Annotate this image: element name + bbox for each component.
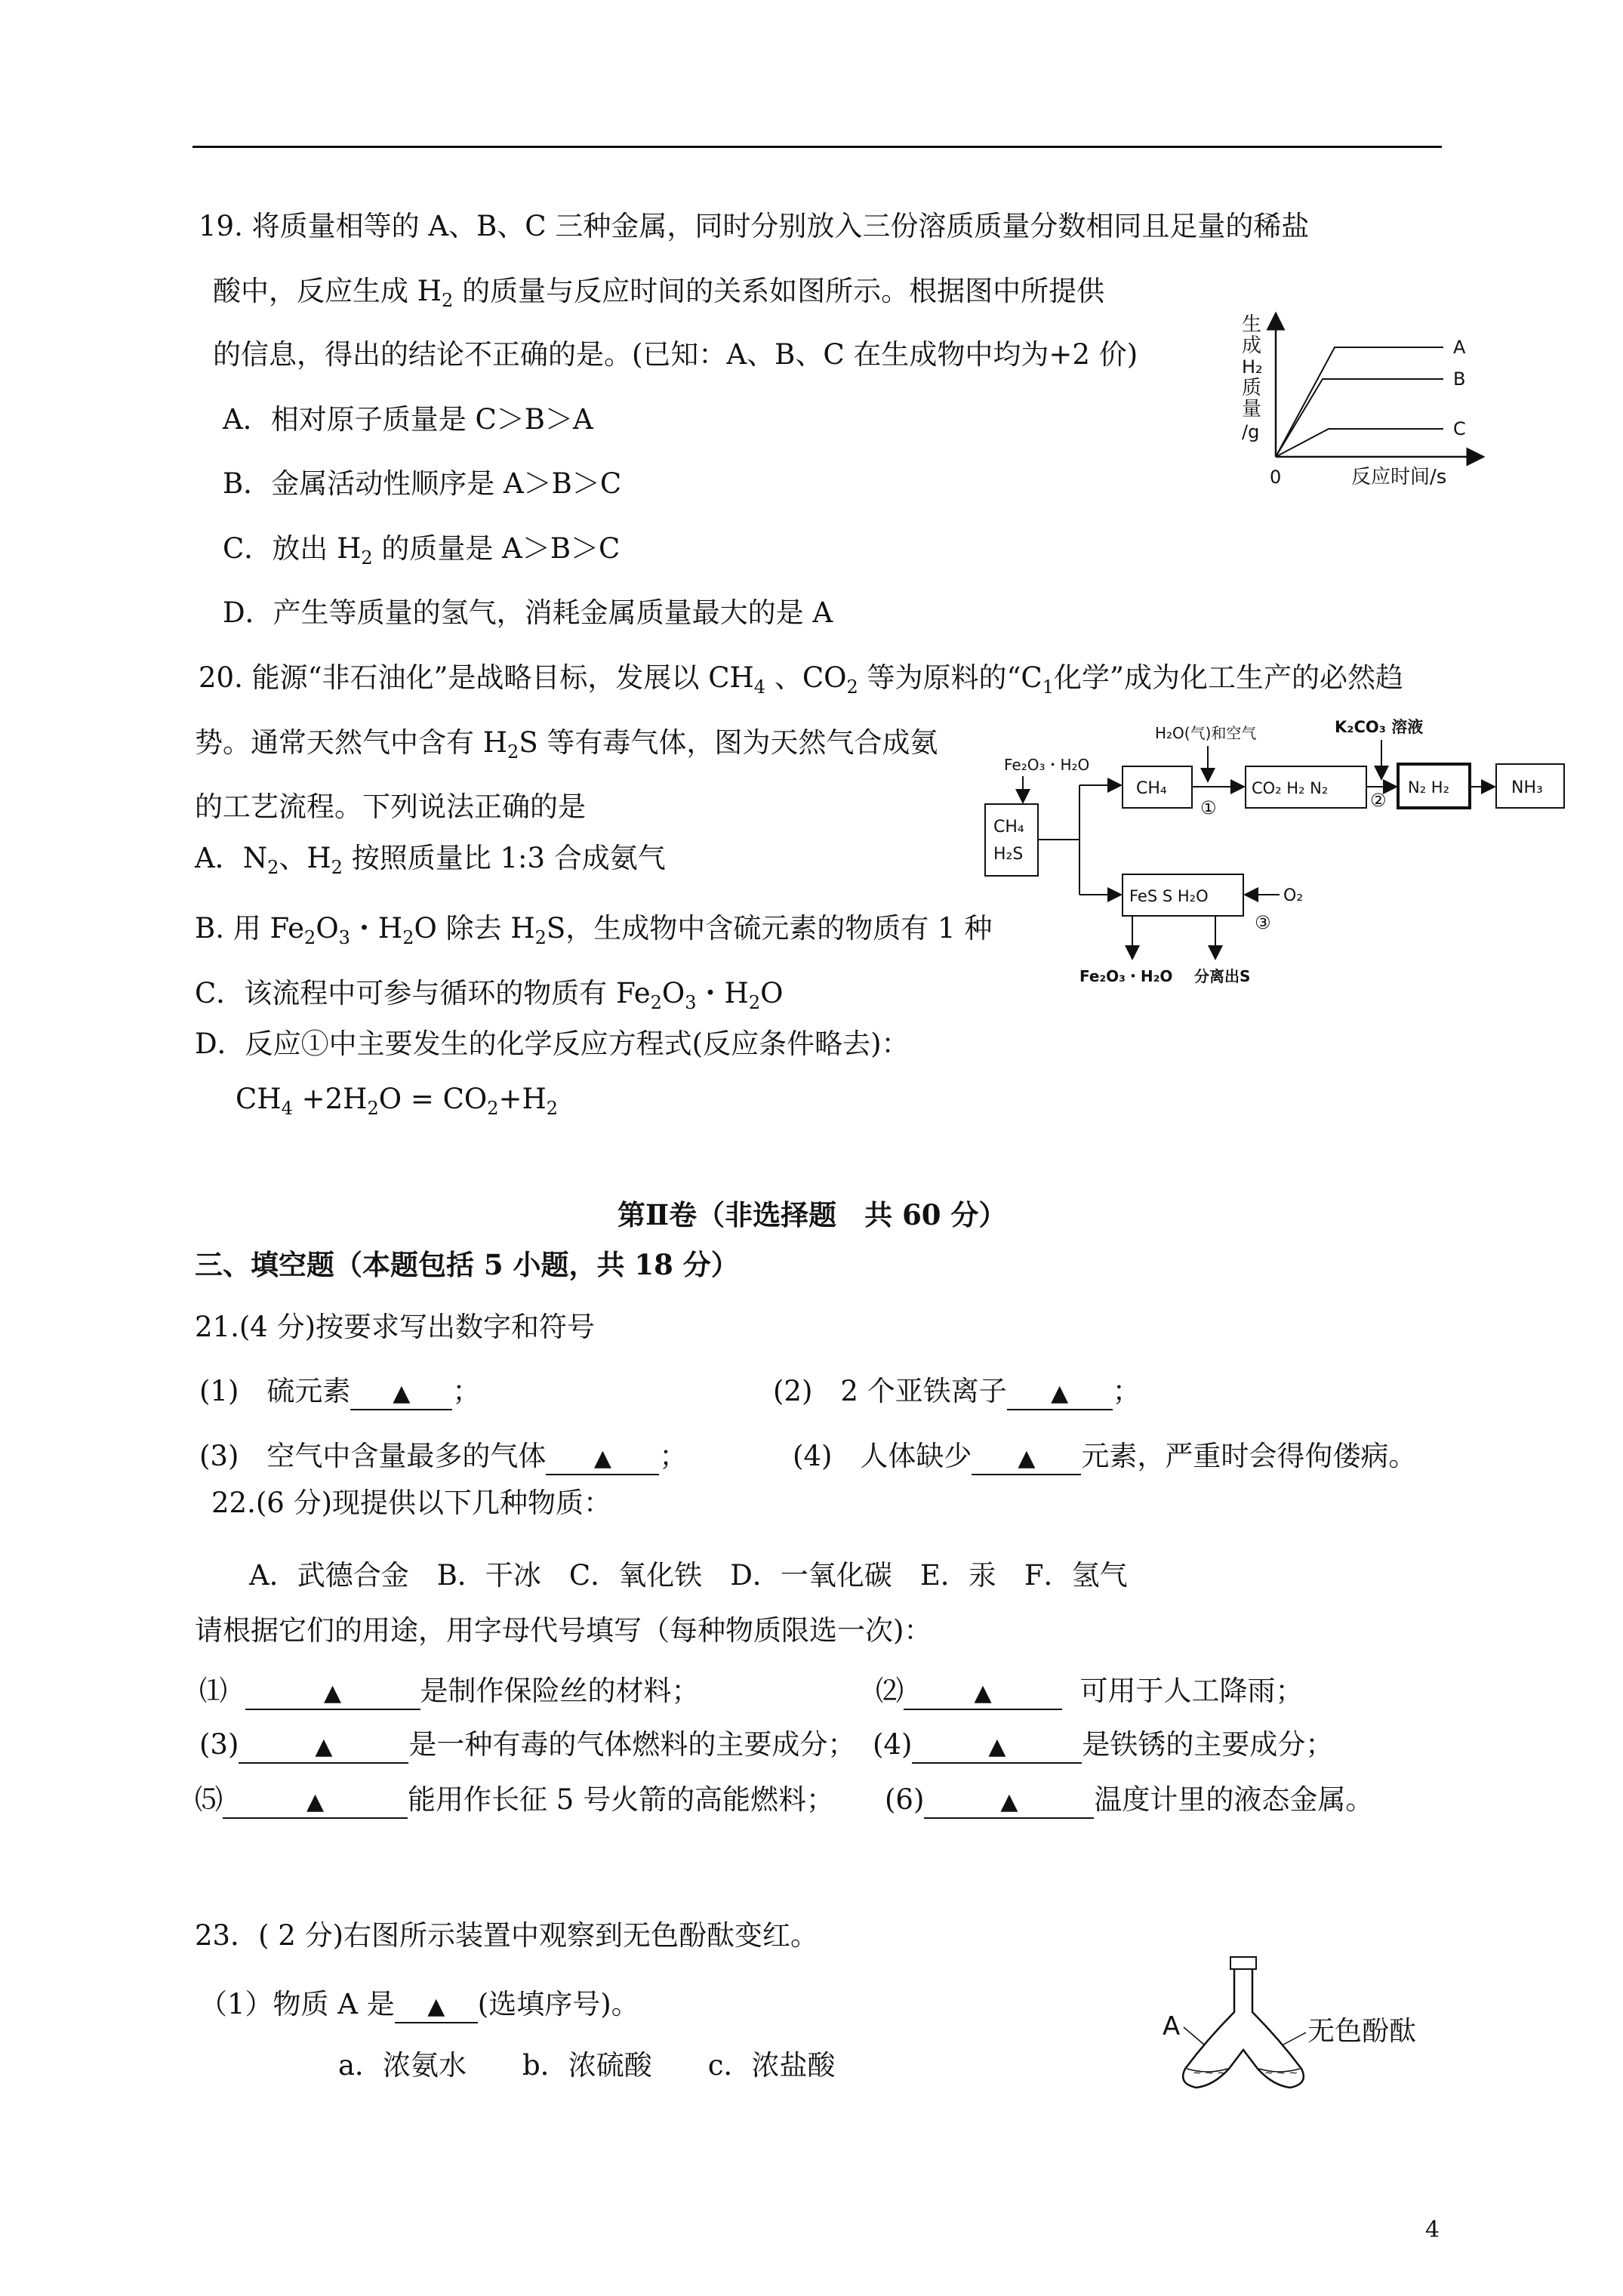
part3-heading: 三、填空题（本题包括 5 小题，共 18 分） <box>195 1248 739 1281</box>
answer-blank[interactable]: ▲ <box>239 1730 408 1764</box>
answer-blank[interactable]: ▲ <box>904 1676 1062 1710</box>
flow-ch4-label: CH₄ <box>1136 779 1167 798</box>
svg-text:~ ~ ~: ~ ~ ~ <box>1264 2067 1298 2079</box>
graph-line-c <box>1276 429 1443 457</box>
answer-blank[interactable]: ▲ <box>546 1441 659 1475</box>
svg-text:~ ~ ~: ~ ~ ~ <box>1193 2067 1227 2079</box>
q20-line2: 势。通常天然气中含有 $H_2S$ 等有毒气体，图为天然气合成氨 <box>195 726 938 763</box>
apparatus-stopper <box>1230 1957 1256 1969</box>
q19-line2: 酸中，反应生成 $H_2$ 的质量与反应时间的关系如图所示。根据图中所提供 <box>213 275 1105 311</box>
q20-line1: 20. 能源“非石油化”是战略目标，发展以 $CH_4$ 、$CO_2$ 等为原料的“$C_1$化学”成为化工生产的必然趋 <box>199 661 1403 698</box>
graph-label-b: B <box>1453 368 1466 390</box>
q19-option-b: B．金属活动性顺序是 A＞B＞C <box>223 467 622 500</box>
q21-item-1: (1) 硫元素 ▲ ； <box>199 1373 480 1410</box>
q21-item-3: (3) 空气中含量最多的气体 ▲ ； <box>199 1438 687 1475</box>
flow-o2-label: O₂ <box>1283 886 1304 905</box>
q23-apparatus <box>1163 1955 1442 2099</box>
q23-item-1: （1）物质 A 是 ▲ (选填序号)。 <box>199 1986 639 2023</box>
q19-line1: 19. 将质量相等的 A、B、C 三种金属，同时分别放入三份溶质质量分数相同且足量的稀盐 <box>199 210 1310 242</box>
q22-item-4: (4) ▲ 是铁锈的主要成分； <box>873 1727 1333 1764</box>
flow-co2-label: CO₂ H₂ N₂ <box>1252 779 1329 797</box>
q19-line3: 的信息，得出的结论不正确的是。(已知：A、B、C 在生成物中均为+2 价) <box>213 338 1138 371</box>
q22-stem: 22.(6 分)现提供以下几种物质： <box>211 1487 612 1519</box>
q22-item-1: ⑴ ▲ 是制作保险丝的材料； <box>199 1673 700 1710</box>
q20-equation: $CH_4 +2H_2O = CO_2+H_2$ <box>236 1083 559 1119</box>
flow-out-sulfur: 分离出S <box>1194 967 1251 985</box>
q20-option-d: D．反应①中主要发生的化学反应方程式(反应条件略去)： <box>195 1028 910 1060</box>
q19-option-d: D．产生等质量的氢气，消耗金属质量最大的是 A <box>223 596 833 629</box>
q20-option-c: C．该流程中可参与循环的物质有 $Fe_2O_3$・$H_2O$ <box>195 977 784 1013</box>
graph-ylabel-5: 量 <box>1242 398 1262 421</box>
q21-stem: 21.(4 分)按要求写出数字和符号 <box>195 1311 596 1343</box>
q23-stem: 23．( 2 分)右图所示装置中观察到无色酚酞变红。 <box>195 1919 819 1952</box>
q19-option-c: C．放出 $H_2$ 的质量是 A＞B＞C <box>223 532 621 569</box>
answer-blank[interactable]: ▲ <box>912 1730 1082 1764</box>
apparatus-label-phenolphthalein: 无色酚酞 <box>1307 2016 1417 2047</box>
q21-item-2: (2) 2 个亚铁离子 ▲ ； <box>773 1373 1141 1410</box>
graph-origin: 0 <box>1270 467 1282 488</box>
flow-reagent-fe2o3: Fe₂O₃・H₂O <box>1004 756 1090 774</box>
answer-blank[interactable]: ▲ <box>245 1676 420 1710</box>
q23-choices: a．浓氨水 b．浓硫酸 c．浓盐酸 <box>338 2049 836 2082</box>
graph-ylabel-3: H₂ <box>1242 356 1263 378</box>
flow-k2co3-label: K₂CO₃ 溶液 <box>1335 718 1424 736</box>
flow-box-feed <box>985 804 1038 876</box>
flow-feed-h2s: H₂S <box>993 845 1024 864</box>
q20-option-b: B. 用 $Fe_2O_3$・$H_2O$ 除去 $H_2S$，生成物中含硫元素的物质有 1 种 <box>195 912 993 948</box>
answer-blank[interactable]: ▲ <box>395 1989 478 2023</box>
flow-fes-label: FeS S H₂O <box>1129 887 1209 905</box>
q20-line3: 的工艺流程。下列说法正确的是 <box>195 791 586 823</box>
q22-item-6: (6) ▲ 温度计里的液态金属。 <box>885 1782 1373 1819</box>
answer-blank[interactable]: ▲ <box>1007 1376 1113 1410</box>
header-rule <box>192 146 1442 148</box>
apparatus-label-a: A <box>1163 2011 1181 2042</box>
flow-n2h2-label: N₂ H₂ <box>1408 778 1450 797</box>
graph-ylabel-6: /g <box>1242 421 1260 442</box>
q22-choices: A．武德合金 B．干冰 C．氧化铁 D．一氧化碳 E．汞 F．氢气 <box>249 1559 1128 1592</box>
answer-blank[interactable]: ▲ <box>972 1441 1081 1475</box>
q22-item-2: ⑵ ▲ 可用于人工降雨； <box>876 1673 1304 1710</box>
graph-xlabel: 反应时间/s <box>1351 466 1447 488</box>
flow-nh3-label: NH₃ <box>1511 778 1543 797</box>
q19-graph <box>1238 302 1487 498</box>
q22-instruction: 请根据它们的用途，用字母代号填写（每种物质限选一次)： <box>195 1614 932 1647</box>
answer-blank[interactable]: ▲ <box>924 1785 1094 1819</box>
flow-step-2: ② <box>1370 790 1387 811</box>
q21-item-4: (4) 人体缺少 ▲ 元素，严重时会得佝偻病。 <box>793 1438 1416 1475</box>
q20-flowchart <box>974 710 1570 989</box>
graph-line-a <box>1276 347 1443 457</box>
answer-blank[interactable]: ▲ <box>350 1376 452 1410</box>
q22-item-3: (3) ▲ 是一种有毒的气体燃料的主要成分； <box>199 1727 855 1764</box>
flow-out-fe2o3: Fe₂O₃・H₂O <box>1079 967 1173 985</box>
graph-ylabel-4: 质 <box>1242 377 1262 399</box>
graph-ylabel-2: 成 <box>1242 334 1262 357</box>
graph-line-b <box>1276 379 1443 457</box>
q20-option-a: A．$N_2$、$H_2$ 按照质量比 1:3 合成氨气 <box>195 842 666 878</box>
q22-item-5: ⑸ ▲ 能用作长征 5 号火箭的高能燃料； <box>195 1782 834 1819</box>
answer-blank[interactable]: ▲ <box>223 1785 408 1819</box>
page-number: 4 <box>1425 2217 1440 2243</box>
flow-air-label: H₂O(气)和空气 <box>1155 724 1257 742</box>
q19-option-a: A．相对原子质量是 C＞B＞A <box>223 403 593 436</box>
graph-ylabel-1: 生 <box>1242 313 1262 336</box>
flow-feed-ch4: CH₄ <box>993 818 1024 837</box>
flow-step-1: ① <box>1200 797 1217 818</box>
graph-label-a: A <box>1453 337 1466 358</box>
graph-label-c: C <box>1453 418 1466 439</box>
section-title: 第Ⅱ卷（非选择题 共 60 分） <box>617 1198 1007 1231</box>
flow-step-3: ③ <box>1255 912 1271 933</box>
